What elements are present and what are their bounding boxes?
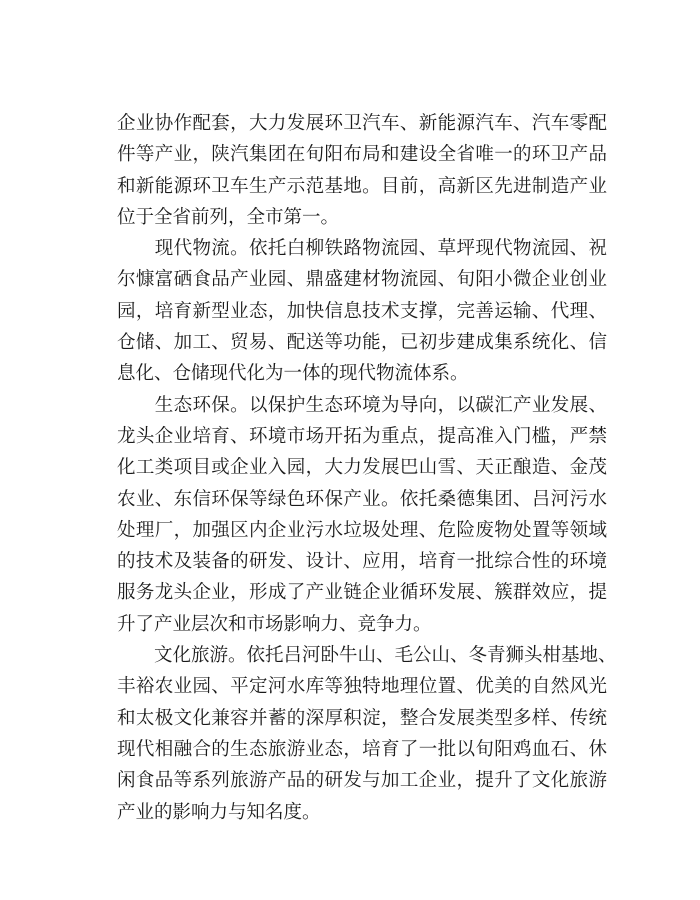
text-line: 件等产业，陕汽集团在旬阳布局和建设全省唯一的环卫产品 — [117, 144, 607, 166]
text-line: 园，培育新型业态，加快信息技术支撑，完善运输、代理、 — [117, 300, 607, 322]
text-line: 尔慷富硒食品产业园、鼎盛建材物流园、旬阳小微企业创业 — [117, 269, 607, 291]
text-line: 丰裕农业园、平定河水库等独特地理位置、优美的自然风光 — [117, 676, 607, 698]
text-line: 现代相融合的生态旅游业态，培育了一批以旬阳鸡血石、休 — [117, 738, 607, 760]
document-body — [117, 108, 617, 828]
text-line: 仓储、加工、贸易、配送等功能，已初步建成集系统化、信 — [117, 332, 607, 354]
text-line: 和太极文化兼容并蓄的深厚积淀，整合发展类型多样、传统 — [117, 707, 607, 729]
text-line: 闲食品等系列旅游产品的研发与加工企业，提升了文化旅游 — [117, 770, 607, 792]
text-line: 的技术及装备的研发、设计、应用，培育一批综合性的环境 — [117, 551, 607, 573]
text-line: 升了产业层次和市场影响力、竞争力。 — [117, 613, 432, 635]
text-line: 现代物流。依托白柳铁路物流园、草坪现代物流园、祝 — [117, 238, 607, 260]
text-line: 服务龙头企业，形成了产业链企业循环发展、簇群效应，提 — [117, 582, 607, 604]
paragraph-eco-environment — [117, 390, 607, 640]
text-line: 农业、东信环保等绿色环保产业。依托桑德集团、吕河污水 — [117, 488, 607, 510]
text-line: 文化旅游。依托吕河卧牛山、毛公山、冬青狮头柑基地、 — [117, 645, 617, 667]
paragraph-logistics — [117, 233, 607, 389]
text-line: 化工类项目或企业入园，大力发展巴山雪、天正酿造、金茂 — [117, 457, 607, 479]
paragraph-manufacturing — [117, 108, 607, 233]
text-line: 息化、仓储现代化为一体的现代物流体系。 — [117, 363, 469, 385]
text-line: 龙头企业培育、环境市场开拓为重点，提高准入门槛，严禁 — [117, 425, 607, 447]
text-line: 生态环保。以保护生态环境为导向，以碳汇产业发展、 — [117, 394, 607, 416]
paragraph-culture-tourism — [117, 640, 617, 828]
text-line: 处理厂，加强区内企业污水垃圾处理、危险废物处置等领域 — [117, 519, 607, 541]
text-line: 企业协作配套，大力发展环卫汽车、新能源汽车、汽车零配 — [117, 113, 607, 134]
text-line: 产业的影响力与知名度。 — [117, 801, 321, 823]
text-line: 位于全省前列，全市第一。 — [117, 206, 340, 228]
text-line: 和新能源环卫车生产示范基地。目前，高新区先进制造产业 — [117, 175, 607, 197]
